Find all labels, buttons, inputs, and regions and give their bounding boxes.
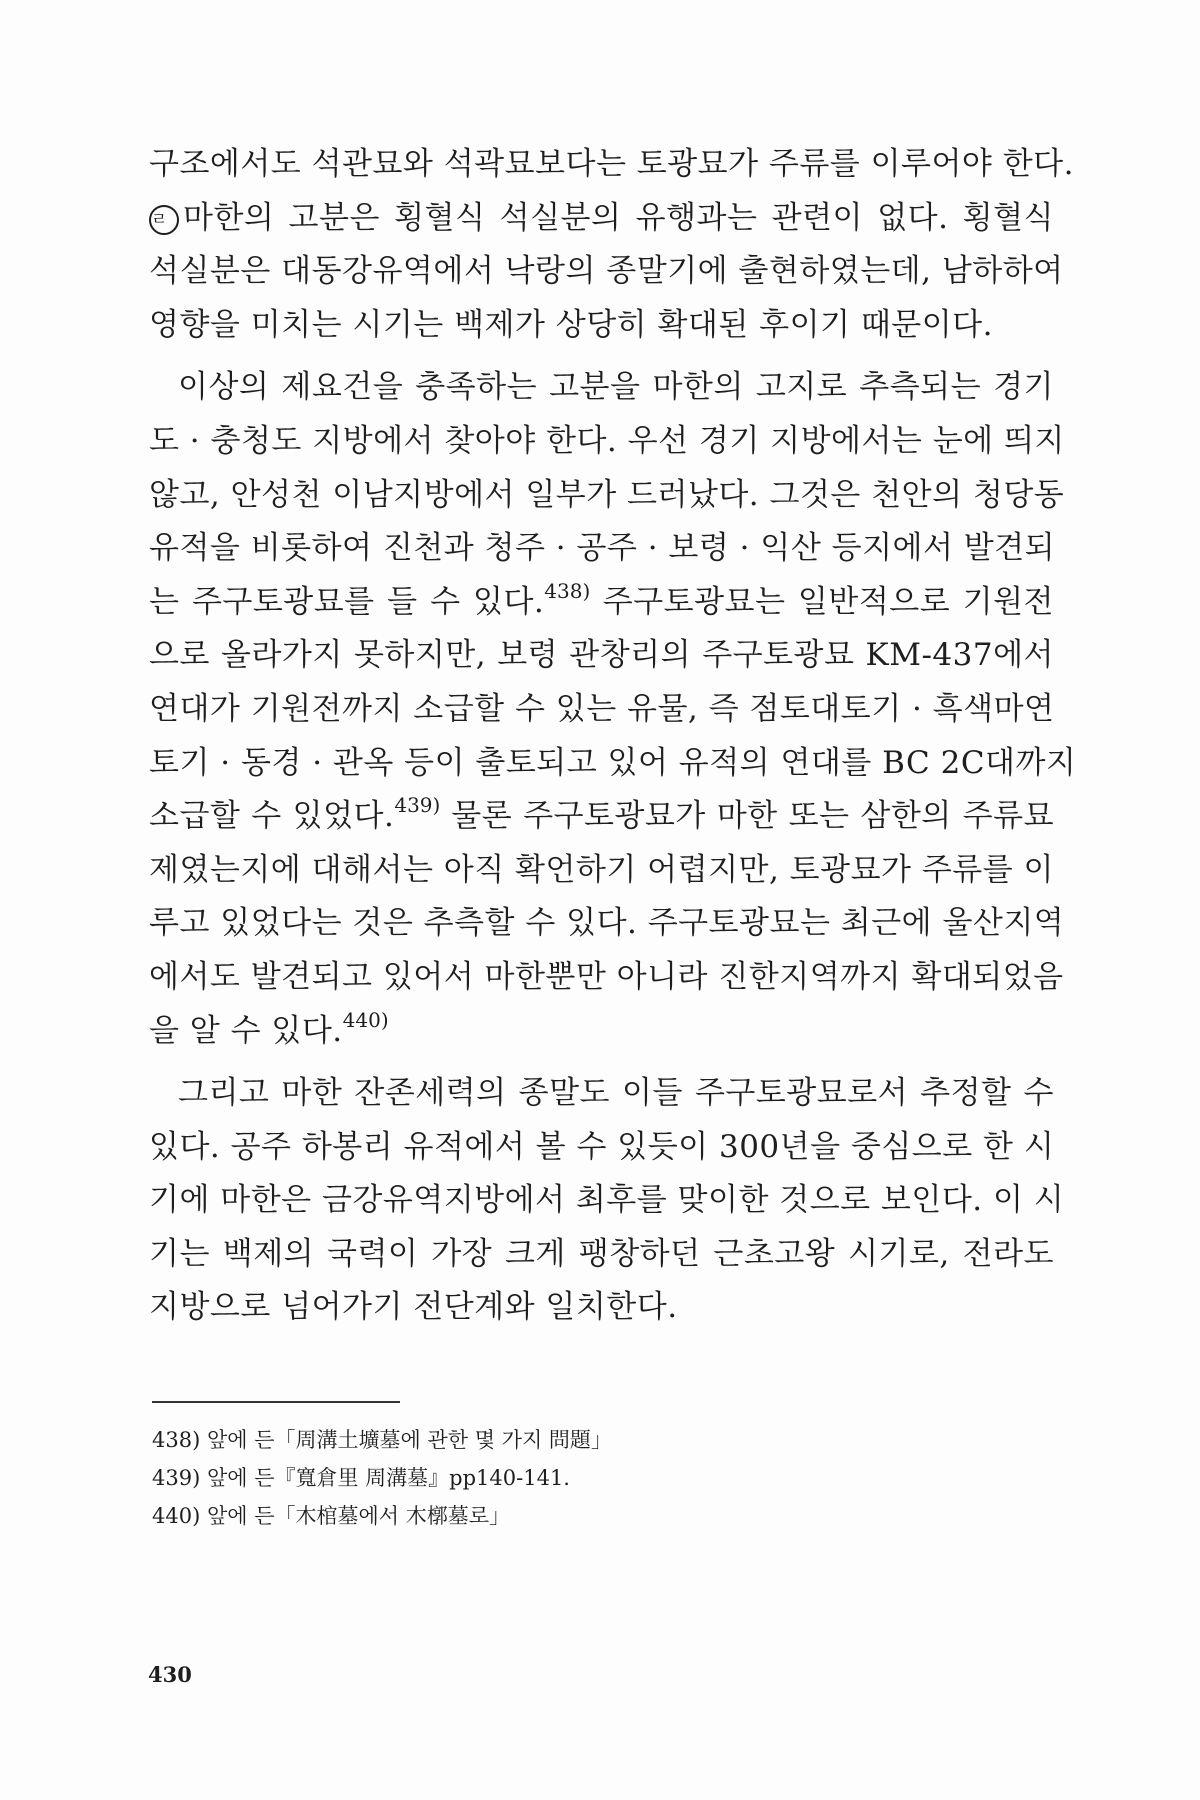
text-line bbox=[149, 1005, 1054, 1059]
text-line: 연대가 기원전까지 소급할 수 있는 유물, 즉 점토대토기 · 흑색마연 bbox=[149, 690, 1055, 727]
text-line bbox=[149, 790, 1054, 844]
text-line: 영향을 미치는 시기는 백제가 상당히 확대된 후이기 때문이다. bbox=[149, 306, 993, 343]
text-line bbox=[149, 576, 1054, 630]
text-line: 기는 백제의 국력이 가장 크게 팽창하던 근초고왕 시기로, 전라도 bbox=[149, 1235, 1054, 1272]
footnote-divider bbox=[152, 1401, 400, 1403]
text-line: 이상의 제요건을 충족하는 고분을 마한의 고지로 추측되는 경기 bbox=[178, 369, 1054, 406]
text-line: 제였는지에 대해서는 아직 확언하기 어렵지만, 토광묘가 주류를 이 bbox=[149, 851, 1054, 888]
footnotes bbox=[152, 1421, 852, 1535]
text-line: 기에 마한은 금강유역지방에서 최후를 맞이한 것으로 보인다. 이 시 bbox=[149, 1182, 1065, 1219]
text-line: 석실분은 대동강유역에서 낙랑의 종말기에 출현하였는데, 남하하여 bbox=[149, 253, 1064, 290]
text-line: 도 · 충청도 지방에서 찾아야 한다. 우선 경기 지방에서는 눈에 띄지 bbox=[149, 422, 1065, 459]
footnote-ref: 438) bbox=[544, 578, 591, 603]
paragraph bbox=[149, 1067, 1065, 1335]
footnote-ref: 440) bbox=[342, 1007, 389, 1032]
text-segment: 소급할 수 있었다. bbox=[149, 798, 395, 835]
text-segment: 는 주구토광묘를 들 수 있다. bbox=[149, 583, 545, 620]
text-line: 구조에서도 석관묘와 석곽묘보다는 토광묘가 주류를 이루어야 한다. bbox=[149, 146, 1074, 182]
paragraph bbox=[149, 138, 1074, 352]
text-line: 지방으로 넘어가기 전단계와 일치한다. bbox=[149, 1289, 678, 1326]
paragraph bbox=[149, 361, 1077, 1058]
text-segment: 물론 주구토광묘가 마한 또는 삼한의 주류묘 bbox=[451, 798, 1055, 835]
text-line: 루고 있었다는 것은 추측할 수 있다. 주구토광묘는 최근에 울산지역 bbox=[149, 905, 1065, 942]
text-line: 에서도 발견되고 있어서 마한뿐만 아니라 진한지역까지 확대되었음 bbox=[149, 958, 1064, 995]
text-line: 으로 올라가지 못하지만, 보령 관창리의 주구토광묘 KM-437에서 bbox=[149, 637, 1054, 674]
text-line: 유적을 비롯하여 진천과 청주 · 공주 · 보령 · 익산 등지에서 발견되 bbox=[149, 530, 1056, 567]
text-line: 있다. 공주 하봉리 유적에서 볼 수 있듯이 300년을 중심으로 한 시 bbox=[149, 1128, 1055, 1165]
circled-letter-marker: ㄹ bbox=[149, 205, 179, 235]
footnote-438: 438) 앞에 든「周溝土壙墓에 관한 몇 가지 問題」 bbox=[152, 1428, 612, 1452]
text-segment: 주구토광묘는 일반적으로 기원전 bbox=[602, 583, 1054, 620]
text-line: 그리고 마한 잔존세력의 종말도 이들 주구토광묘로서 추정할 수 bbox=[178, 1075, 1054, 1112]
page-number: 430 bbox=[148, 1662, 192, 1687]
footnote-439: 439) 앞에 든『寬倉里 周溝墓』pp140-141. bbox=[152, 1466, 570, 1490]
footnote-ref: 439) bbox=[394, 793, 441, 818]
body-text bbox=[149, 138, 1077, 1335]
text-line-content: 마한의 고분은 횡혈식 석실분의 유행과는 관련이 없다. 횡혈식 bbox=[183, 199, 1054, 236]
text-line: 않고, 안성천 이남지방에서 일부가 드러났다. 그것은 천안의 청당동 bbox=[149, 476, 1065, 513]
text-line bbox=[149, 192, 1054, 246]
footnote-440: 440) 앞에 든「木棺墓에서 木槨墓로」 bbox=[152, 1504, 511, 1528]
text-line: 토기 · 동경 · 관옥 등이 출토되고 있어 유적의 연대를 BC 2C대까지 bbox=[149, 744, 1077, 781]
text-segment: 을 알 수 있다. bbox=[149, 1012, 343, 1049]
